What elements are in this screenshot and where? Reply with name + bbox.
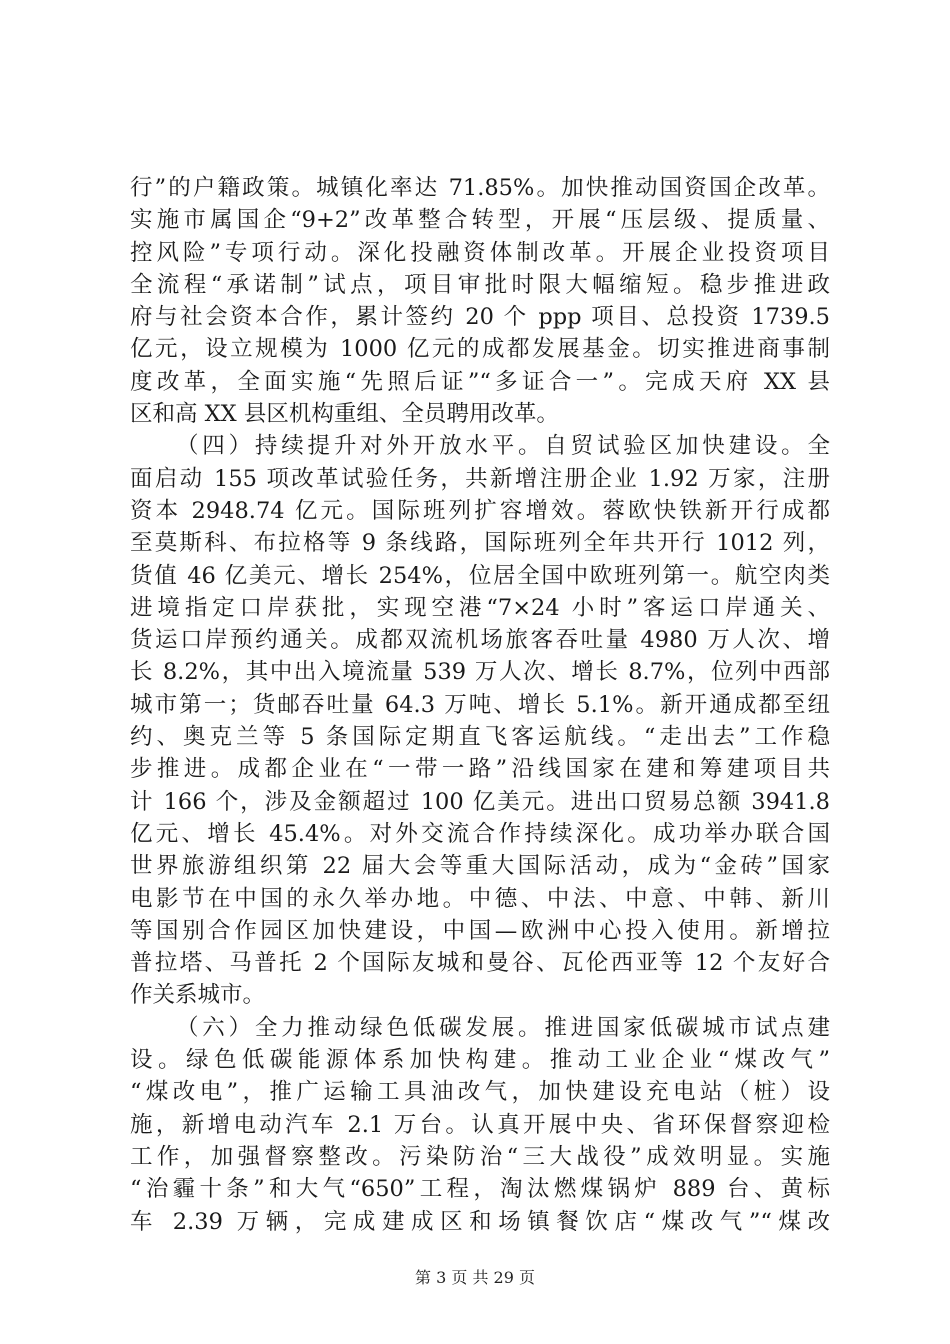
text-line: 约、奥克兰等 5 条国际定期直飞客运航线。“走出去”工作稳 [130,724,830,751]
text-line: 车 2.39 万辆，完成建成区和场镇餐饮店“煤改气”“煤改 [130,1208,830,1235]
text-line: 电影节在中国的永久举办地。中德、中法、中意、中韩、新川 [130,885,830,912]
text-line: 长 8.2%，其中出入境流量 539 万人次、增长 8.7%，位列中西部 [130,659,830,686]
text-line: 作关系城市。 [130,982,266,1009]
text-line: 至莫斯科、布拉格等 9 条线路，国际班列全年共开行 1012 列， [130,530,830,557]
document-body [130,172,830,1238]
text-line: 亿元，设立规模为 1000 亿元的成都发展基金。切实推进商事制 [130,336,830,363]
text-line: 施，新增电动汽车 2.1 万台。认真开展中央、省环保督察迎检 [130,1111,830,1138]
text-line: 设。绿色低碳能源体系加快构建。推动工业企业“煤改气” [130,1047,830,1074]
text-line: 亿元、增长 45.4%。对外交流合作持续深化。成功举办联合国 [130,820,830,847]
text-line: 工作，加强督察整改。污染防治“三大战役”成效明显。实施 [130,1143,830,1170]
text-line: 府与社会资本合作，累计签约 20 个 ppp 项目、总投资 1739.5 [130,304,830,331]
text-line: 货运口岸预约通关。成都双流机场旅客吞吐量 4980 万人次、增 [130,627,830,654]
text-line: 控风险”专项行动。深化投融资体制改革。开展企业投资项目 [130,239,830,266]
text-line: 资本 2948.74 亿元。国际班列扩容增效。蓉欧快铁新开行成都 [130,497,830,524]
text-line: 计 166 个，涉及金额超过 100 亿美元。进出口贸易总额 3941.8 [130,788,830,815]
text-line: 城市第一；货邮吞吐量 64.3 万吨、增长 5.1%。新开通成都至纽 [130,691,830,718]
text-line: 度改革，全面实施“先照后证”“多证合一”。完成天府 XX 县 [130,368,830,395]
paragraph [130,172,830,430]
paragraph [130,1012,830,1238]
text-line: 步推进。成都企业在“一带一路”沿线国家在建和筹建项目共 [130,756,830,783]
text-line: 货值 46 亿美元、增长 254%，位居全国中欧班列第一。航空肉类 [130,562,830,589]
text-line: （六）全力推动绿色低碳发展。推进国家低碳城市试点建 [176,1014,830,1041]
text-line: “治霾十条”和大气“650”工程，淘汰燃煤锅炉 889 台、黄标 [130,1176,830,1203]
text-line: （四）持续提升对外开放水平。自贸试验区加快建设。全 [176,433,830,460]
text-line: “煤改电”，推广运输工具油改气，加快建设充电站（桩）设 [130,1079,830,1106]
paragraph [130,430,830,1011]
text-line: 行”的户籍政策。城镇化率达 71.85%。加快推动国资国企改革。 [130,175,830,201]
text-line: 区和高 XX 县区机构重组、全员聘用改革。 [130,401,559,428]
text-line: 进境指定口岸获批，实现空港“7×24 小时”客运口岸通关、 [130,594,830,621]
text-line: 面启动 155 项改革试验任务，共新增注册企业 1.92 万家，注册 [130,465,830,492]
page-number-footer: 第 3 页 共 29 页 [415,1268,535,1287]
text-line: 世界旅游组织第 22 届大会等重大国际活动，成为“金砖”国家 [130,853,830,880]
text-line: 全流程“承诺制”试点，项目审批时限大幅缩短。稳步推进政 [130,271,830,298]
text-line: 等国别合作园区加快建设，中国—欧洲中心投入使用。新增拉 [130,917,830,944]
text-line: 实施市属国企“9+2”改革整合转型，开展“压层级、提质量、 [130,207,830,234]
text-line: 普拉塔、马普托 2 个国际友城和曼谷、瓦伦西亚等 12 个友好合 [130,950,830,977]
